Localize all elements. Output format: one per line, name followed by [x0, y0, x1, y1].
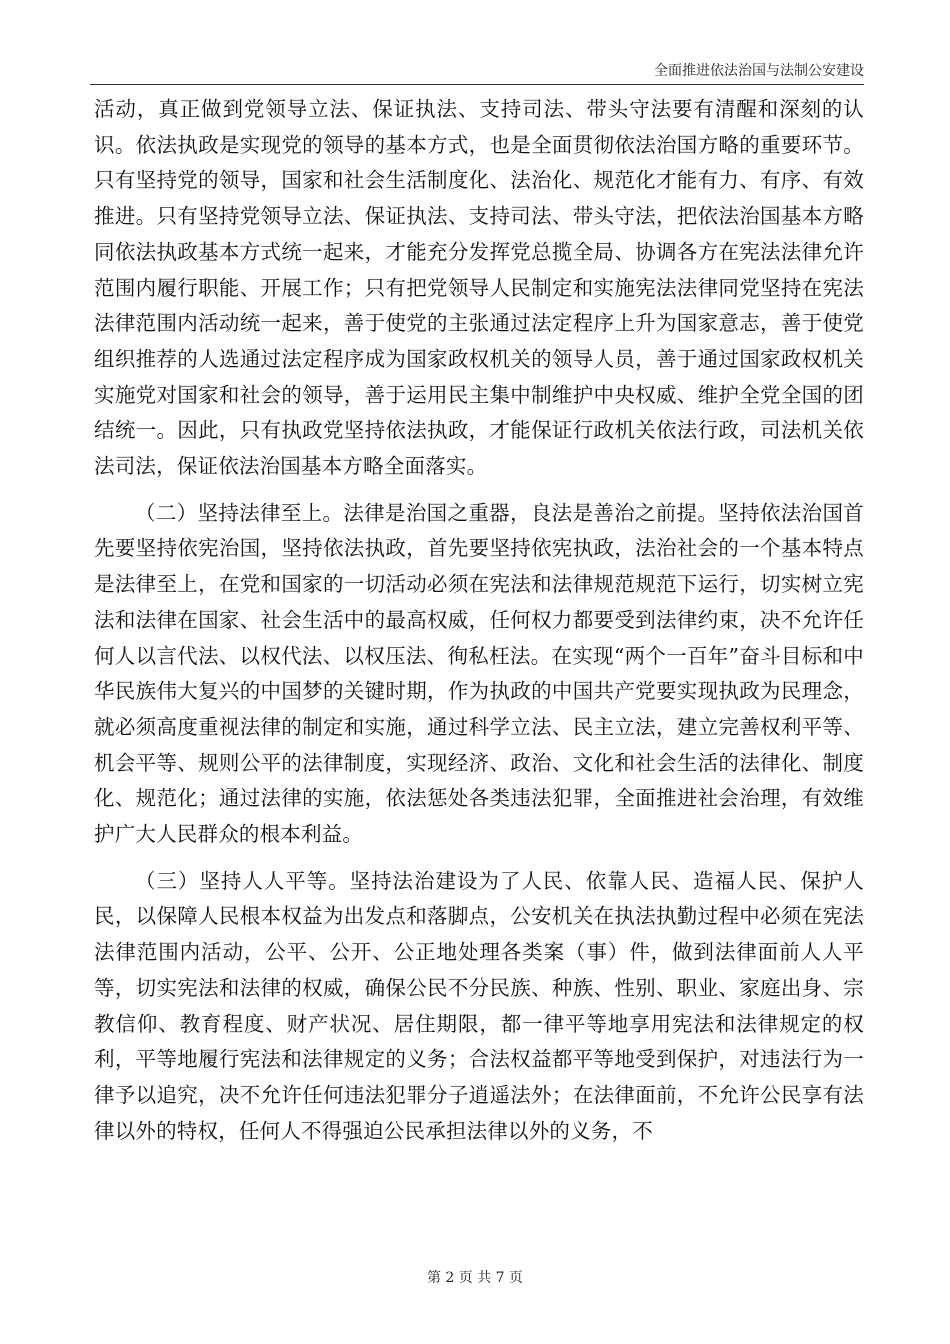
- paragraph-section-2: （二）坚持法律至上。法律是治国之重器，良法是善治之前提。坚持依法治国首先要坚持依宪治国，坚持依法执政，首先要坚持依宪执政，法治社会的一个基本特点是法律至上，在党和国家的一切活动必须在宪法和法律规范规范下运行，切实树立宪法和法律在国家、社会生活中的最高权威，任何权力都要受到法律约束，决不允许任何人以言代法、以权代法、以权压法、徇私枉法。在实现“两个一百年”奋斗目标和中华民族伟大复兴的中国梦的关键时期，作为执政的中国共产党要实现执政为民理念，就必须高度重视法律的制定和实施，通过科学立法、民主立法，建立完善权利平等、机会平等、规则公平的法律制度，实现经济、政治、文化和社会生活的法律化、制度化、规范化；通过法律的实施，依法惩处各类违法犯罪，全面推进社会治理，有效维护广大人民群众的根本利益。: [94, 500, 864, 847]
- paragraph-continuation: 活动，真正做到党领导立法、保证执法、支持司法、带头守法要有清醒和深刻的认识。依法执政是实现党的领导的基本方式，也是全面贯彻依法治国方略的重要环节。只有坚持党的领导，国家和社会生活制度化、法治化、规范化才能有力、有序、有效推进。只有坚持党领导立法、保证执法、支持司法、带头守法，把依法治国基本方略同依法执政基本方式统一起来，才能充分发挥党总揽全局、协调各方在宪法法律允许范围内履行职能、开展工作；只有把党领导人民制定和实施宪法法律同党坚持在宪法法律范围内活动统一起来，善于使党的主张通过法定程序上升为国家意志，善于使党组织推荐的人选通过法定程序成为国家政权机关的领导人员，善于通过国家政权机关实施党对国家和社会的领导，善于运用民主集中制维护中央权威、维护全党全国的团结统一。因此，只有执政党坚持依法执政，才能保证行政机关依法行政，司法机关依法司法，保证依法治国基本方略全面落实。: [94, 97, 864, 479]
- document-body: [94, 92, 864, 1149]
- page-number: 第 2 页 共 7 页: [426, 1270, 524, 1286]
- header-divider: [90, 84, 864, 85]
- paragraph-section-3: （三）坚持人人平等。坚持法治建设为了人民、依靠人民、造福人民、保护人民，以保障人民根本权益为出发点和落脚点，公安机关在执法执勤过程中必须在宪法法律范围内活动，公平、公开、公正地处理各类案（事）件，做到法律面前人人平等，切实宪法和法律的权威，确保公民不分民族、种族、性别、职业、家庭出身、宗教信仰、教育程度、财产状况、居住期限，都一律平等地享用宪法和法律规定的权利，平等地履行宪法和法律规定的义务；合法权益都平等地受到保护，对违法行为一律予以追究，决不允许任何违法犯罪分子逍遥法外；在法律面前，不允许公民享有法律以外的特权，任何人不得强迫公民承担法律以外的义务，不: [94, 868, 864, 1143]
- running-header: 全面推进依法治国与法制公安建设: [654, 63, 864, 79]
